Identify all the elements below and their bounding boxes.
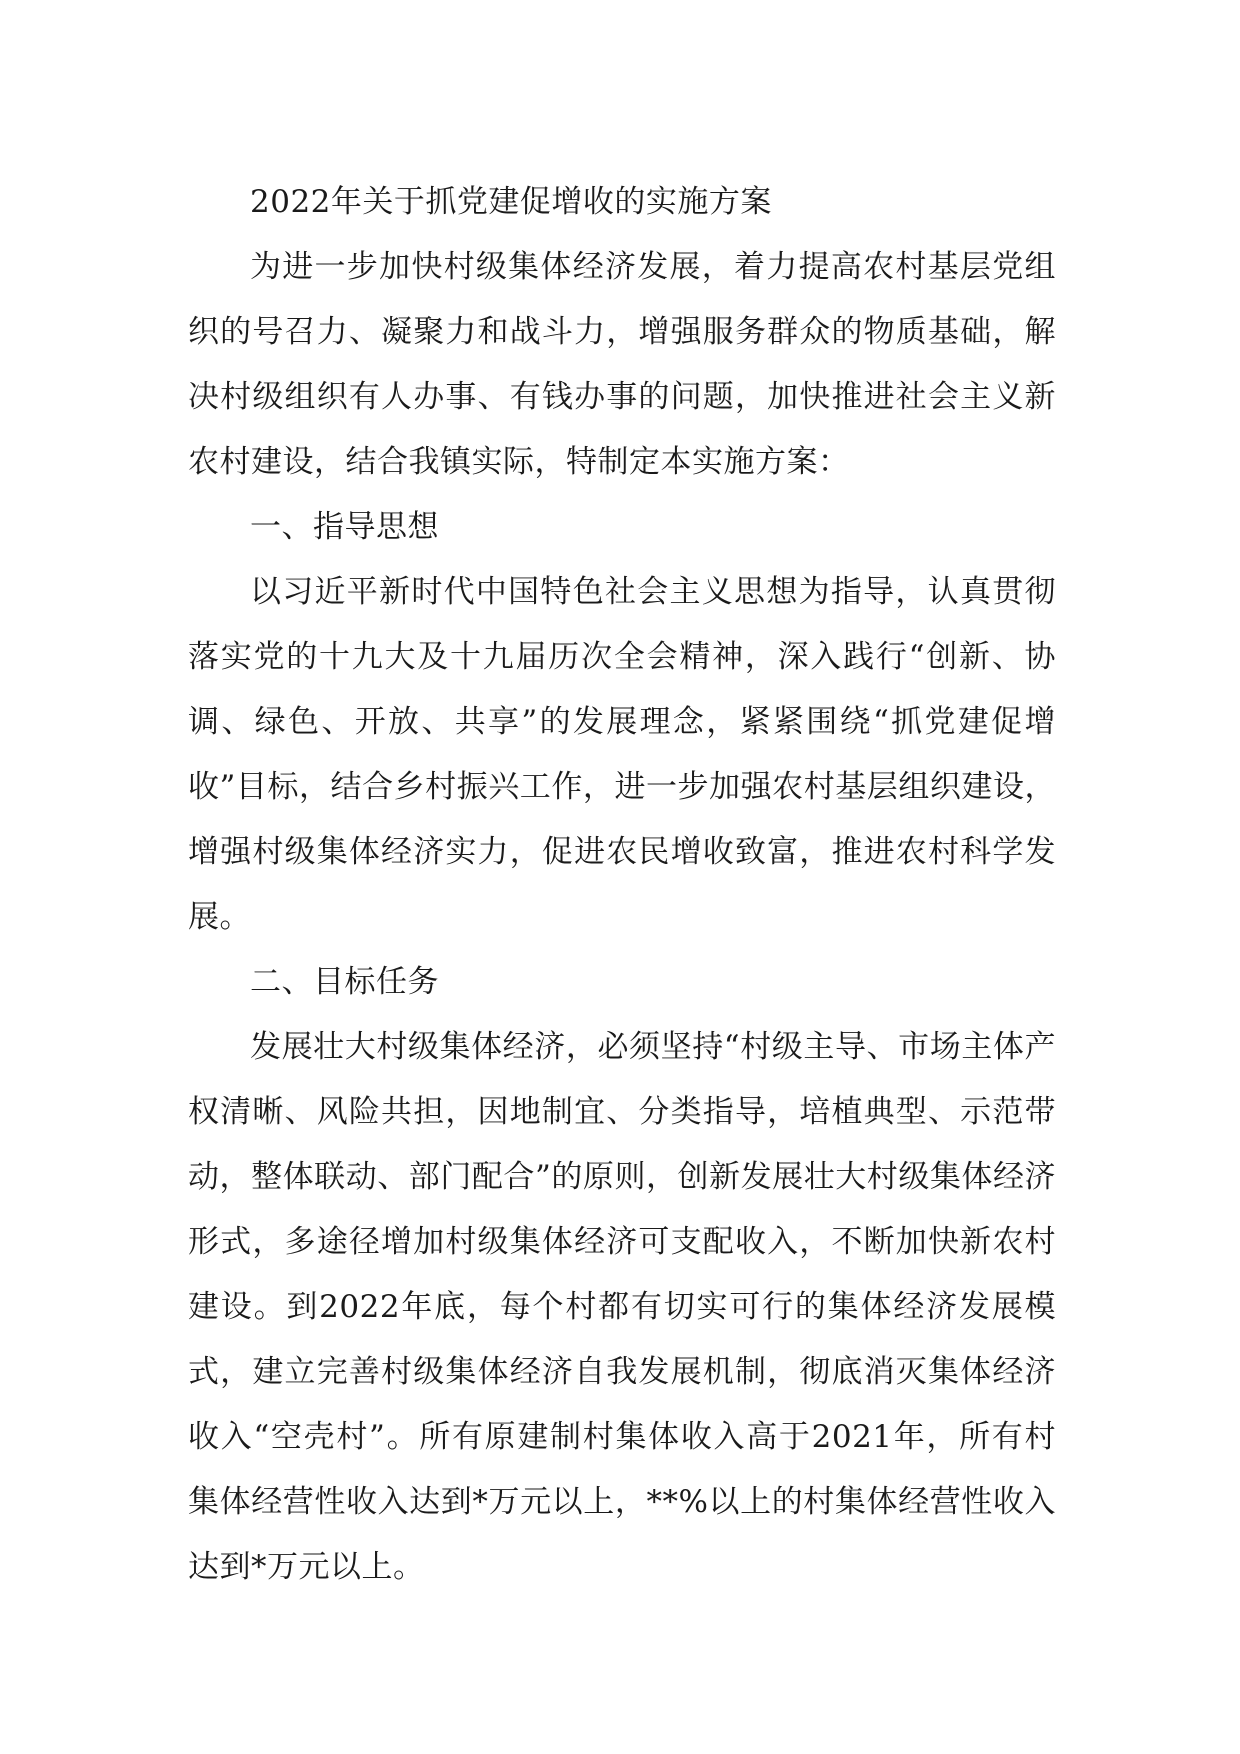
document-body [188,170,1056,1600]
section-body-guiding-ideology: 以习近平新时代中国特色社会主义思想为指导，认真贯彻落实党的十九大及十九届历次全会精神，深入践行“创新、协调、绿色、开放、共享”的发展理念，紧紧围绕“抓党建促增收”目标，结合乡村振兴工作，进一步加强农村基层组织建设，增强村级集体经济实力，促进农民增收致富，推进农村科学发展。 [188,574,1056,935]
section-heading-goals-tasks: 二、目标任务 [250,964,439,1000]
document-title: 2022年关于抓党建促增收的实施方案 [250,184,772,220]
section-heading-guiding-ideology: 一、指导思想 [250,509,439,545]
section-body-goals-tasks: 发展壮大村级集体经济，必须坚持“村级主导、市场主体产权清晰、风险共担，因地制宜、分类指导，培植典型、示范带动，整体联动、部门配合”的原则，创新发展壮大村级集体经济形式，多途径增加村级集体经济可支配收入，不断加快新农村建设。到2022年底，每个村都有切实可行的集体经济发展模式，建立完善村级集体经济自我发展机制，彻底消灭集体经济收入“空壳村”。所有原建制村集体收入高于2021年，所有村集体经营性收入达到*万元以上，**%以上的村集体经营性收入达到*万元以上。 [188,1029,1056,1585]
intro-paragraph: 为进一步加快村级集体经济发展，着力提高农村基层党组织的号召力、凝聚力和战斗力，增强服务群众的物质基础，解决村级组织有人办事、有钱办事的问题，加快推进社会主义新农村建设，结合我镇实际，特制定本实施方案： [188,249,1056,480]
